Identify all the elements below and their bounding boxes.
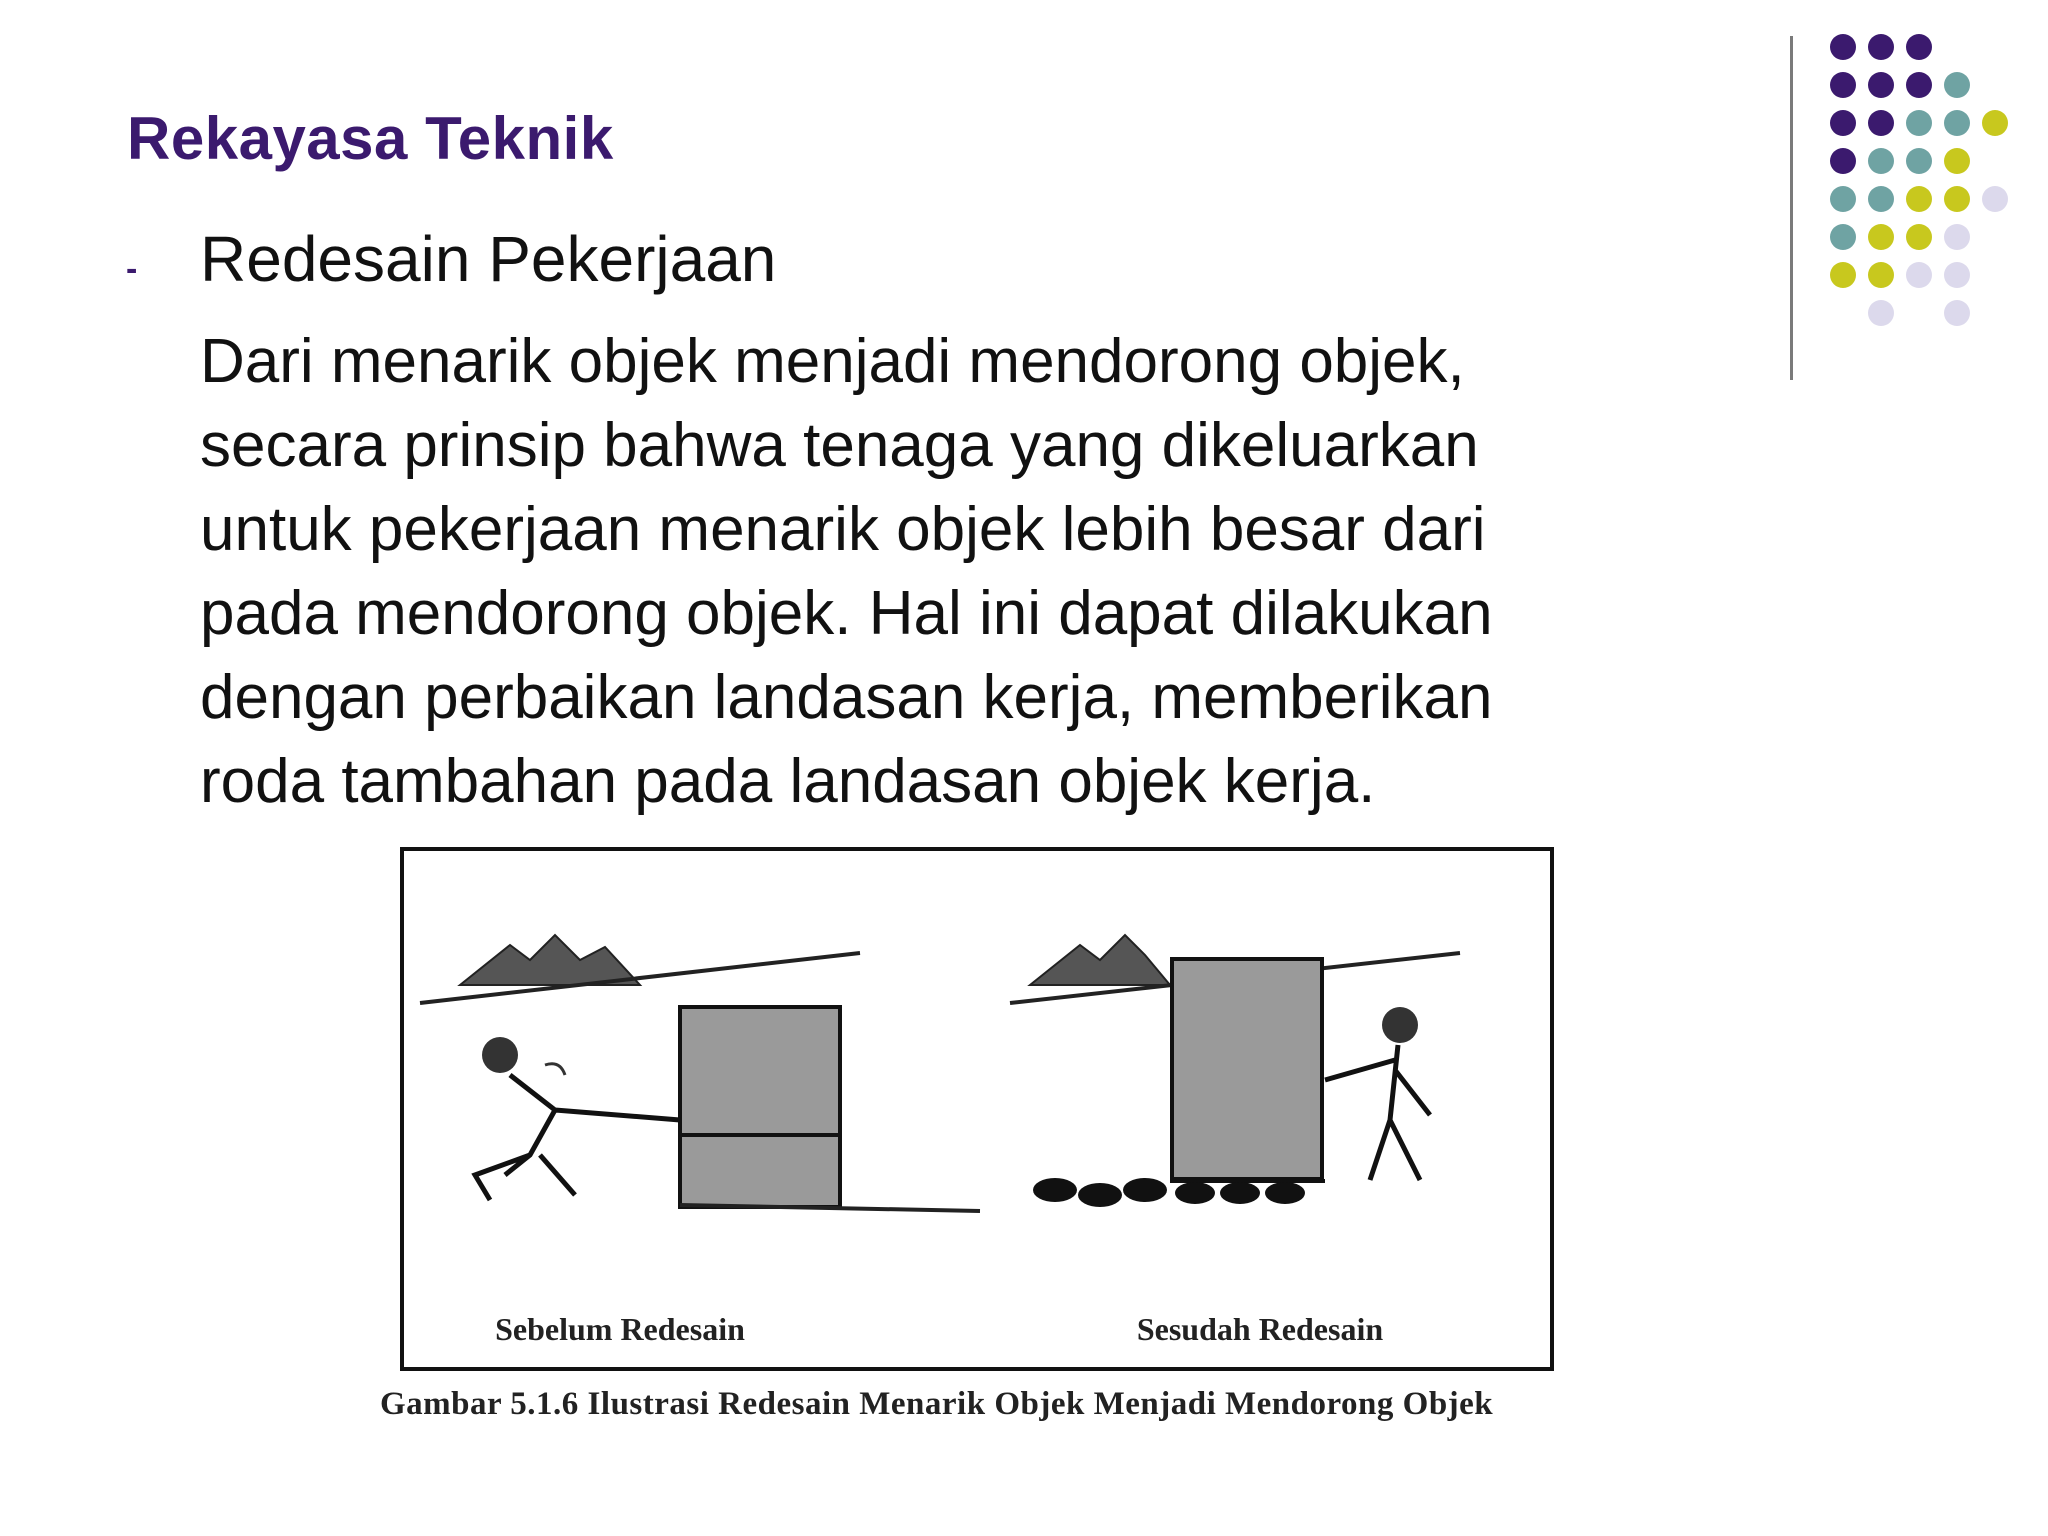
decorative-dot xyxy=(1868,186,1894,212)
after-redesign-label: Sesudah Redesain xyxy=(1136,1311,1384,1347)
decorative-dot xyxy=(1868,262,1894,288)
decorative-dot xyxy=(1868,72,1894,98)
decorative-dot xyxy=(1906,72,1932,98)
vertical-divider xyxy=(1790,36,1793,380)
decorative-dot xyxy=(1906,34,1932,60)
figure-caption: Gambar 5.1.6 Ilustrasi Redesain Menarik Objek Menjadi Mendorong Objek xyxy=(380,1386,1494,1422)
decorative-dot xyxy=(1906,148,1932,174)
person-pulling-head xyxy=(482,1037,518,1073)
decorative-dot xyxy=(1868,34,1894,60)
decorative-dot xyxy=(1944,72,1970,98)
decorative-dot xyxy=(1982,186,2008,212)
box-right xyxy=(1172,959,1322,1179)
decorative-dot xyxy=(1868,110,1894,136)
body-line: Dari menarik objek menjadi mendorong objek, xyxy=(200,327,1465,396)
decorative-dot xyxy=(1944,262,1970,288)
decorative-dot xyxy=(1944,300,1970,326)
figure-frame xyxy=(402,849,1552,1369)
box-left xyxy=(680,1007,840,1207)
decorative-dot xyxy=(1830,262,1856,288)
decorative-dot xyxy=(1906,110,1932,136)
bullet-marker: - xyxy=(126,250,138,288)
decorative-dot xyxy=(1868,224,1894,250)
decorative-dot xyxy=(1830,34,1856,60)
decorative-dot xyxy=(1830,148,1856,174)
body-line: untuk pekerjaan menarik objek lebih besar dari xyxy=(200,495,1486,564)
redesign-illustration xyxy=(380,835,1590,1440)
decorative-dot xyxy=(1944,186,1970,212)
person-pushing-head xyxy=(1382,1007,1418,1043)
decorative-dot xyxy=(1830,72,1856,98)
decorative-dot xyxy=(1944,148,1970,174)
decorative-dot xyxy=(1906,186,1932,212)
decorative-dot xyxy=(1830,224,1856,250)
decorative-dot xyxy=(1944,110,1970,136)
decorative-dot xyxy=(1868,300,1894,326)
body-text xyxy=(200,320,1650,824)
bullet-heading: Redesain Pekerjaan xyxy=(200,223,777,295)
decorative-dot xyxy=(1868,148,1894,174)
body-line: pada mendorong objek. Hal ini dapat dilakukan xyxy=(200,579,1493,648)
decorative-dot xyxy=(1830,110,1856,136)
before-redesign-label: Sebelum Redesain xyxy=(495,1311,745,1347)
slide-title: Rekayasa Teknik xyxy=(127,105,614,172)
decorative-dot xyxy=(1906,262,1932,288)
body-line: dengan perbaikan landasan kerja, memberikan xyxy=(200,663,1493,732)
body-line: roda tambahan pada landasan objek kerja. xyxy=(200,747,1376,816)
decorative-dot xyxy=(1944,224,1970,250)
decorative-dot xyxy=(1906,224,1932,250)
decorative-dot xyxy=(1830,186,1856,212)
body-line: secara prinsip bahwa tenaga yang dikeluarkan xyxy=(200,411,1479,480)
decorative-dot xyxy=(1982,110,2008,136)
